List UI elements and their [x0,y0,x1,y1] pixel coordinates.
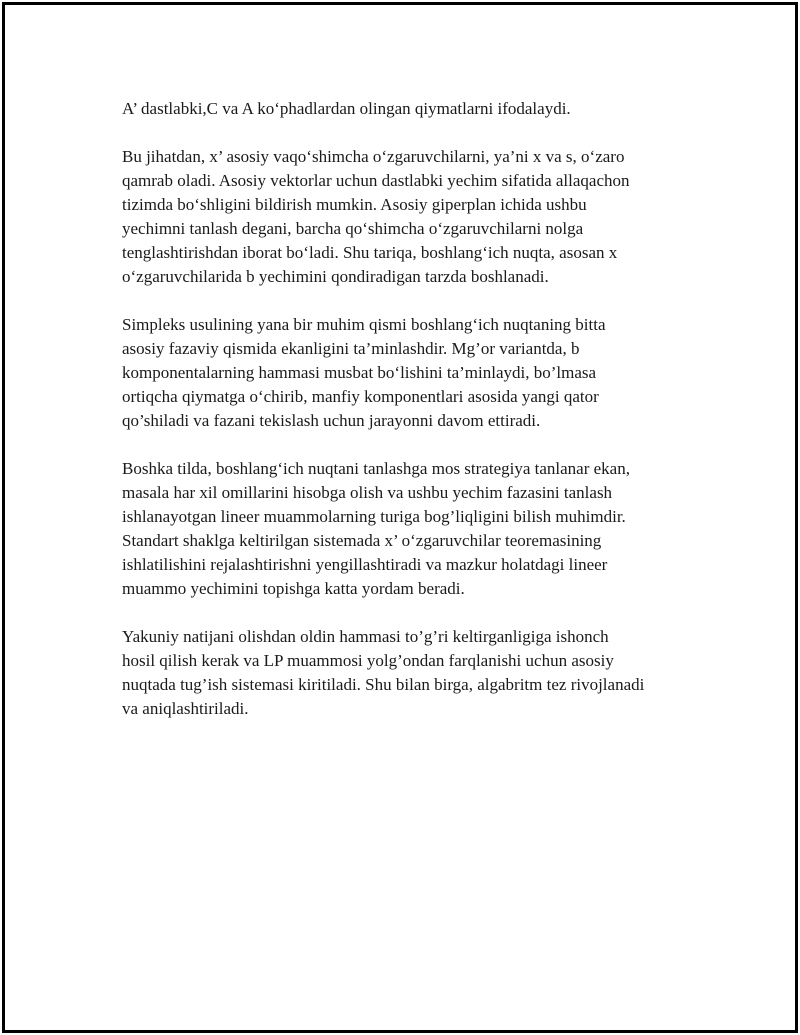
text-line: qo’shiladi va fazani tekislash uchun jarayonni davom ettiradi. [122,411,541,430]
document-body [122,97,722,745]
text-line: ishlanayotgan lineer muammolarning turiga bog’liqligini bilish muhimdir. [122,507,626,526]
text-line: tenglashtirishdan iborat bo‘ladi. Shu tariqa, boshlang‘ich nuqta, asosan x [122,243,618,262]
text-line: Boshka tilda, boshlang‘ich nuqtani tanlashga mos strategiya tanlanar ekan, [122,459,630,478]
text-line: qamrab oladi. Asosiy vektorlar uchun dastlabki yechim sifatida allaqachon [122,171,630,190]
text-line: Yakuniy natijani olishdan oldin hammasi to’g’ri keltirganligiga ishonch [122,627,609,646]
text-line: tizimda bo‘shligini bildirish mumkin. Asosiy giperplan ichida ushbu [122,195,587,214]
text-line: ishlatilishini rejalashtirishni yengillashtiradi va mazkur holatdagi lineer [122,555,608,574]
text-line: va aniqlashtiriladi. [122,699,249,718]
paragraph-2 [122,145,722,289]
text-line: komponentalarning hammasi musbat bo‘lishini ta’minlaydi, bo’lmasa [122,363,597,382]
text-line: Bu jihatdan, x’ asosiy vaqo‘shimcha o‘zgaruvchilarni, ya’ni x va s, o‘zaro [122,147,625,166]
text-line: o‘zgaruvchilarida b yechimini qondiradigan tarzda boshlanadi. [122,267,549,286]
text-line: ortiqcha qiymatga o‘chirib, manfiy komponentlari asosida yangi qator [122,387,599,406]
text-line: Simpleks usulining yana bir muhim qismi boshlang‘ich nuqtaning bitta [122,315,606,334]
text-line: hosil qilish kerak va LP muammosi yolg’ondan farqlanishi uchun asosiy [122,651,614,670]
page-border [2,2,798,1033]
paragraph-3 [122,313,722,433]
text-line: yechimni tanlash degani, barcha qo‘shimcha o‘zgaruvchilarni nolga [122,219,584,238]
text-line: A’ dastlabki,C va A ko‘phadlardan olingan qiymatlarni ifodalaydi. [122,99,571,118]
paragraph-4 [122,457,722,601]
text-line: asosiy fazaviy qismida ekanligini ta’minlashdir. Mg’or variantda, b [122,339,580,358]
text-line: Standart shaklga keltirilgan sistemada x’ o‘zgaruvchilar teoremasining [122,531,602,550]
text-line: muammo yechimini topishga katta yordam beradi. [122,579,465,598]
paragraph-5 [122,625,722,721]
text-line: masala har xil omillarini hisobga olish va ushbu yechim fazasini tanlash [122,483,613,502]
paragraph-1 [122,97,722,121]
text-line: nuqtada tug’ish sistemasi kiritiladi. Shu bilan birga, algabritm tez rivojlanadi [122,675,645,694]
